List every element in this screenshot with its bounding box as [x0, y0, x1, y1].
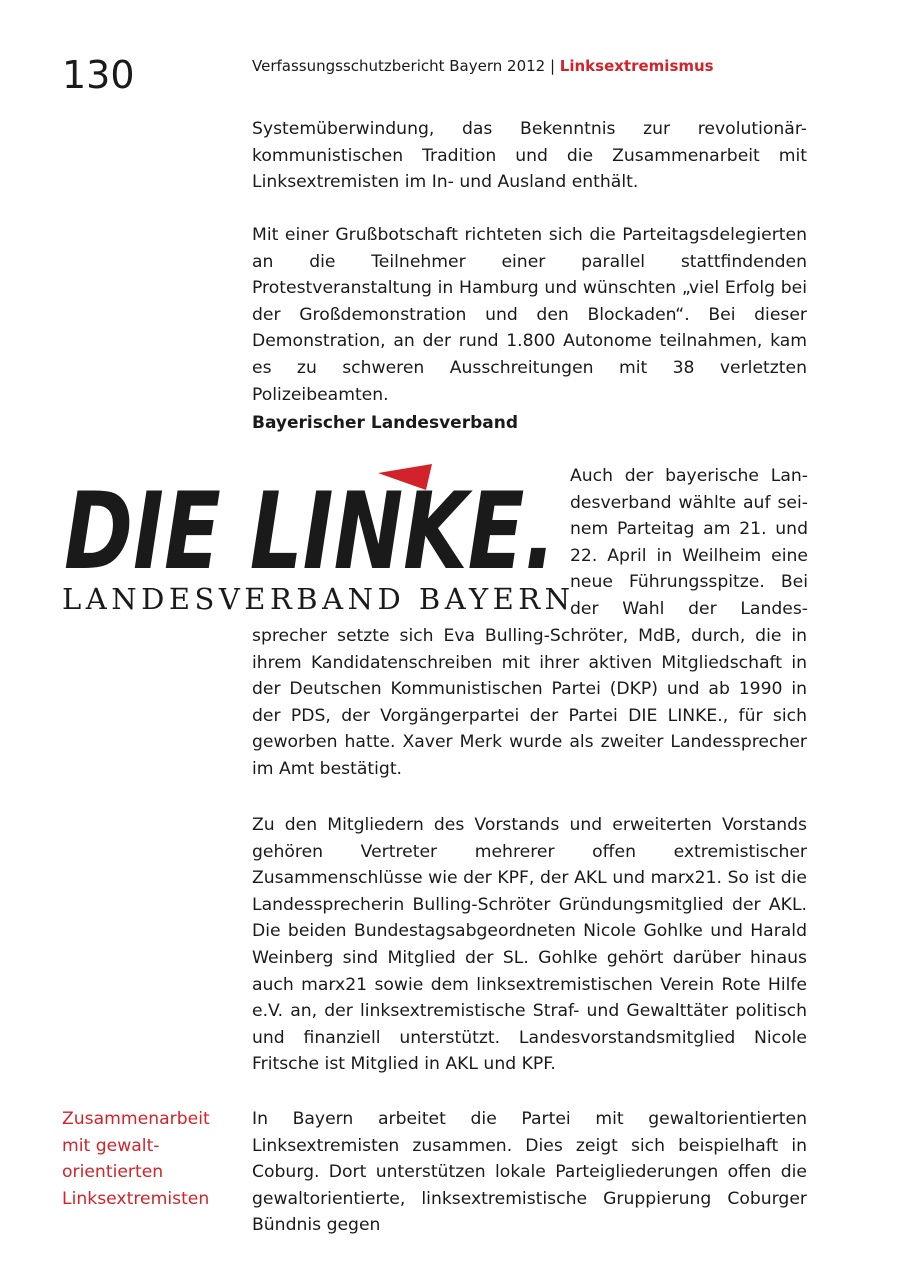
margin-note-line: mit gewalt-	[62, 1135, 160, 1156]
margin-note	[62, 1106, 242, 1212]
paragraph-4: Zu den Mitgliedern des Vorstands und erweiterten Vorstands gehören Vertreter mehrerer offen extremistischer Zusammenschlüsse wie der KPF, der AKL und marx21. So ist die Landessprecherin Bulling-Schröter Gründungsmitglied der AKL. Die beiden Bundestagsabgeordneten Nicole Gohlke und Harald Weinberg sind Mitglied der SL. Gohlke gehört darüber hinaus auch marx21 sowie dem linksextremistischen Verein Rote Hilfe e.V. an, der linksextremistische Straf- und Gewalttäter politisch und finanziell unterstützt. Landesvorstandsmitglied Nicole Fritsche ist Mitglied in AKL und KPF.	[252, 815, 807, 1075]
margin-note-line: orientierten	[62, 1162, 164, 1183]
running-header	[252, 56, 714, 76]
wrap-line: neue Führungsspitze. Bei	[570, 572, 808, 593]
paragraph-5: In Bayern arbeitet die Partei mit gewaltorientierten Linksextremisten zusammen. Dies zeigt sich beispielhaft in Coburg. Dort unterstützen lokale Parteigliederungen offen die gewaltorientierte, linksextremistische Gruppierung Coburger Bündnis gegen	[252, 1109, 807, 1236]
paragraph-2: Mit einer Grußbotschaft richteten sich die Parteitagsdelegierten an die Teilnehmer einer parallel stattfindenden Protestveranstaltung in Hamburg und wünschten „viel Erfolg bei der Großdemonstration und den Blockaden“. Bei dieser Demonstration, an der rund 1.800 Autonome teilnahmen, kam es zu schweren Ausschreitungen mit 38 verletzten Polizeibeamten.	[252, 225, 807, 405]
wrap-line: Auch der bayerische Lan-	[570, 466, 808, 486]
wrap-line: nem Parteitag am 21. und	[570, 519, 808, 540]
paragraph-3-rest: sprecher setzte sich Eva Bulling-Schröter, MdB, durch, die in ihrem Kandidatenschreiben mit ihrer aktiven Mitgliedschaft in der Deutschen Kommunistischen Partei (DKP) und ab 1990 in der PDS, der Vorgängerpartei der Partei DIE LINKE., für sich geworben hatte. Xaver Merk wurde als zweiter Landessprecher im Amt bestätigt.	[252, 626, 807, 779]
wrap-line: 22. April in Weilheim eine	[570, 545, 808, 566]
report-title: Verfassungsschutzbericht Bayern 2012	[252, 57, 546, 75]
margin-note-line: Zusammenarbeit	[62, 1109, 210, 1129]
margin-note-line: Linksextremisten	[62, 1188, 210, 1209]
section-heading: Bayerischer Landesverband	[252, 413, 518, 433]
logo-wordmark-text: DIE LINKE.	[64, 470, 556, 574]
die-linke-logo	[60, 454, 575, 620]
header-separator: |	[545, 57, 560, 75]
paragraph-3-wrap	[570, 463, 808, 623]
wrap-line: der Wahl der Landes-	[570, 598, 808, 619]
logo-wordmark	[60, 464, 560, 574]
logo-subtitle: LANDESVERBAND BAYERN	[62, 582, 575, 616]
page-number: 130	[62, 53, 135, 97]
paragraph-1: Systemüberwindung, das Bekenntnis zur revolutionär-kommunistischen Tradition und die Zusammenarbeit mit Linksextremisten im In- und Ausland enthält.	[252, 119, 807, 193]
wrap-line: desverband wählte auf sei-	[570, 492, 808, 513]
section-name: Linksextremismus	[559, 57, 714, 75]
